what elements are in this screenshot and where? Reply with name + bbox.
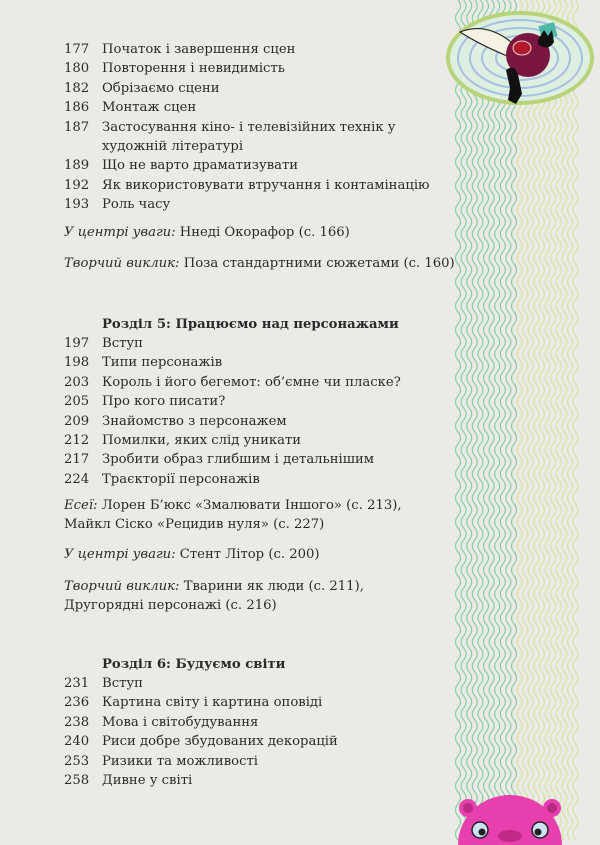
wavy-line bbox=[467, 0, 472, 840]
toc-entry[interactable]: 212 Помилки, яких слід уникати bbox=[64, 433, 302, 449]
chapter6-toc-list bbox=[64, 674, 422, 790]
wavy-line bbox=[461, 0, 466, 840]
chapter5-toc-list bbox=[64, 334, 422, 489]
toc-entry[interactable]: 203 Король і його бегемот: об’ємне чи пласке? bbox=[64, 374, 401, 390]
toc-entry[interactable]: 231 Вступ bbox=[64, 676, 143, 691]
toc-entry[interactable]: 187 Застосування кіно- і телевізійних технік у художній літературі bbox=[64, 119, 396, 155]
decorative-illustration bbox=[440, 0, 600, 845]
challenge-note: Творчий виклик: Поза стандартними сюжетами (с. 160) bbox=[64, 256, 455, 271]
toc-entry[interactable]: 182 Обрізаємо сцени bbox=[64, 80, 220, 96]
toc-entry[interactable]: 236 Картина світу і картина оповіді bbox=[64, 695, 323, 711]
wavy-line bbox=[506, 0, 511, 840]
medallion-illustration bbox=[448, 13, 592, 104]
wavy-lines-pattern bbox=[456, 0, 579, 840]
toc-entry[interactable]: 217 Зробити образ глибшим і детальнішим bbox=[64, 452, 375, 468]
spotlight-note: У центрі уваги: Ннеді Окорафор (с. 166) bbox=[64, 225, 350, 240]
toc-entry[interactable]: 192 Як використовувати втручання і контамінацію bbox=[64, 177, 430, 193]
wavy-line bbox=[540, 0, 545, 840]
toc-entry[interactable]: 193 Роль часу bbox=[64, 197, 171, 213]
toc-entry[interactable]: 189 Що не варто драматизувати bbox=[64, 158, 299, 174]
wavy-line bbox=[568, 0, 573, 840]
chapter6-heading: Розділ 6: Будуємо світи bbox=[102, 657, 286, 672]
wavy-line bbox=[495, 0, 500, 840]
challenge-note: Творчий виклик: Тварини як люди (с. 211), Другорядні персонажі (с. 216) bbox=[64, 579, 364, 614]
wavy-line bbox=[517, 0, 522, 840]
essays-note: Есеї: Лорен Б’юкс «Змалювати Іншого» (с. 213), Майкл Сіско «Рецидив нуля» (с. 227) bbox=[64, 498, 402, 533]
toc-entry[interactable]: 186 Монтаж сцен bbox=[64, 100, 197, 116]
toc-entry[interactable]: 253 Ризики та можливості bbox=[64, 753, 258, 769]
wavy-line bbox=[456, 0, 461, 840]
pink-pig-illustration bbox=[458, 795, 562, 845]
wavy-line bbox=[556, 0, 561, 840]
wavy-line bbox=[551, 0, 556, 840]
toc-entry[interactable]: 197 Вступ bbox=[64, 336, 143, 351]
toc-entry[interactable]: 205 Про кого писати? bbox=[64, 394, 226, 410]
toc-entry[interactable]: 258 Дивне у світі bbox=[64, 773, 193, 789]
wavy-line bbox=[573, 0, 578, 840]
wavy-line bbox=[489, 0, 494, 840]
toc-entry[interactable]: 198 Типи персонажів bbox=[64, 355, 223, 371]
wavy-line bbox=[523, 0, 528, 840]
wavy-line bbox=[562, 0, 567, 840]
wavy-line bbox=[528, 0, 533, 840]
chapter4-toc-list bbox=[64, 40, 442, 215]
toc-entry[interactable]: 177 Початок і завершення сцен bbox=[64, 42, 296, 57]
toc-entry[interactable]: 238 Мова і світобудування bbox=[64, 714, 259, 730]
chapter5-heading: Розділ 5: Працюємо над персонажами bbox=[102, 317, 399, 332]
wavy-line bbox=[545, 0, 550, 840]
wavy-line bbox=[478, 0, 483, 840]
wavy-line bbox=[500, 0, 505, 840]
wavy-line bbox=[534, 0, 539, 840]
toc-entry[interactable]: 180 Повторення і невидимість bbox=[64, 61, 285, 77]
wavy-line bbox=[484, 0, 489, 840]
toc-entry[interactable]: 240 Риси добре збудованих декорацій bbox=[64, 734, 338, 750]
toc-entry[interactable]: 224 Траєкторії персонажів bbox=[64, 471, 260, 487]
wavy-line bbox=[472, 0, 477, 840]
wavy-line bbox=[512, 0, 517, 840]
toc-entry[interactable]: 209 Знайомство з персонажем bbox=[64, 413, 287, 429]
spotlight-note: У центрі уваги: Стент Літор (с. 200) bbox=[64, 547, 320, 562]
